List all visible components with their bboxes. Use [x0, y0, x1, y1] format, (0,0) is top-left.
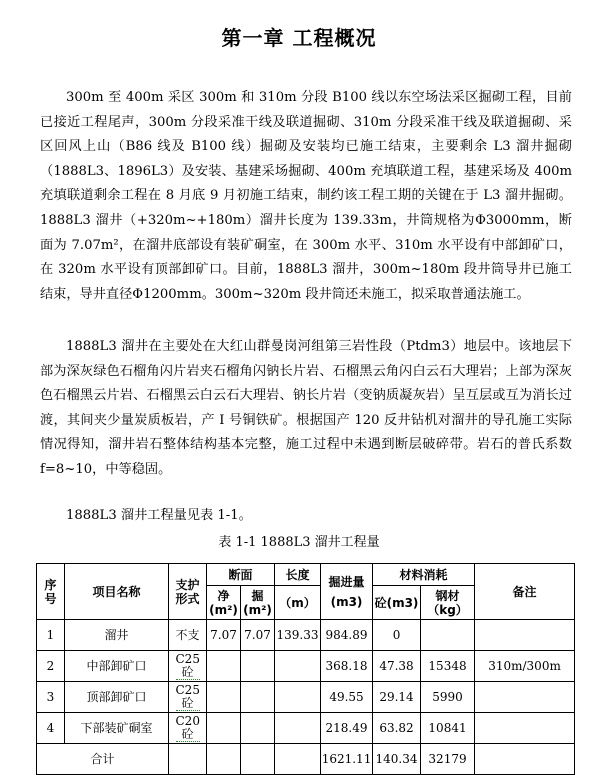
- header-seq: 序号: [37, 564, 65, 620]
- cell-support: C20砼: [169, 713, 207, 744]
- cell-length: [275, 682, 321, 713]
- cell-net: [207, 682, 241, 713]
- cell-name: 下部装矿硐室: [65, 713, 169, 744]
- cell-net: [207, 713, 241, 744]
- cell-dig: 7.07: [241, 620, 275, 651]
- cell-length: [275, 651, 321, 682]
- cell-remark: [475, 713, 575, 744]
- cell-excavation: 49.55: [321, 682, 373, 713]
- cell-total-remark: [475, 744, 575, 775]
- paragraph-table-reference: 1888L3 溜井工程量见表 1-1。: [66, 508, 252, 523]
- header-steel-label: 钢材: [435, 588, 460, 603]
- header-length: 长度: [275, 564, 321, 586]
- cell-total-concrete: 140.34: [373, 744, 421, 775]
- cell-total-net: [207, 744, 241, 775]
- header-support: 支护形式: [169, 564, 207, 620]
- cell-total-dig: [241, 744, 275, 775]
- header-dig: [241, 586, 275, 620]
- paragraph-geology: 1888L3 溜井在主要处在大红山群曼岗河组第三岩性段（Ptdm3）地层中。该地层下部为深灰绿色石榴角闪片岩夹石榴角闪钠长片岩、石榴黑云角闪白云石大理岩；上部为深灰色石榴黑云片岩、石榴黑云白云石大理岩、钠长片岩（变钠质凝灰岩）呈互层或互为消长过渡，其间夹少量炭质板岩，产 I 号铜铁矿。根据国产 120 反井钻机对溜井的导孔施工实际情况得知，溜井岩石整体结构基本完整，施工过程中未遇到断层破碎带。岩石的普氏系数 f=8~10，中等稳固。: [40, 339, 572, 477]
- header-dig-label: 掘: [251, 588, 264, 603]
- header-steel-unit: （kg）: [427, 602, 468, 617]
- header-excavation-unit: (m3): [330, 594, 363, 609]
- page-title: 第一章 工程概况: [221, 26, 377, 50]
- table-row: [37, 620, 575, 651]
- cell-remark: [475, 682, 575, 713]
- cell-seq: 1: [37, 620, 65, 651]
- header-excavation: [321, 564, 373, 620]
- header-remark: 备注: [475, 564, 575, 620]
- header-section: 断面: [207, 564, 275, 586]
- cell-concrete: 47.38: [373, 651, 421, 682]
- cell-name: 溜井: [65, 620, 169, 651]
- cell-dig: [241, 713, 275, 744]
- cell-excavation: 218.49: [321, 713, 373, 744]
- header-net: [207, 586, 241, 620]
- table-caption: 表 1-1 1888L3 溜井工程量: [218, 535, 380, 550]
- cell-net: [207, 651, 241, 682]
- cell-length: 139.33: [275, 620, 321, 651]
- cell-concrete: 29.14: [373, 682, 421, 713]
- cell-seq: 3: [37, 682, 65, 713]
- header-excavation-label: 掘进量: [328, 574, 365, 589]
- cell-excavation: 984.89: [321, 620, 373, 651]
- header-name: 项目名称: [65, 564, 169, 620]
- cell-steel: [421, 620, 475, 651]
- header-concrete: 砼(m3): [373, 586, 421, 620]
- cell-steel: 5990: [421, 682, 475, 713]
- paragraph-project-status: 300m 至 400m 采区 300m 和 310m 分段 B100 线以东空场法采区掘砌工程，目前已接近工程尾声，300m 分段采准干线及联道掘砌、310m 分段采准干线及联道掘砌、采区回风上山（B86 线及 B100 线）掘砌及安装均已施工结束，主要剩余 L3 溜井掘砌（1888L3、1896L3）及安装、基建采场掘砌、400m 充填联道工程，基建采场及 400m 充填联道剩余工程在 8 月底 9 月初施工结束，制约该工程工期的关键在于 L3 溜井掘砌。1888L3 溜井（+320m~+180m）溜井长度为 139.33m，井筒规格为Φ3000mm，断面为 7.07m²，在溜井底部设有装矿硐室，在 300m 水平、310m 水平设有中部卸矿口，在 320m 水平设有顶部卸矿口。目前，1888L3 溜井，300m~180m 段井筒导井已施工结束，导井直径Φ1200mm。300m~320m 段井筒还未施工，拟采取普通法施工。: [40, 90, 572, 302]
- cell-seq: 4: [37, 713, 65, 744]
- cell-support: C25砼: [169, 682, 207, 713]
- cell-total-label: 合计: [37, 744, 169, 775]
- cell-dig: [241, 651, 275, 682]
- header-dig-unit: (m²): [243, 602, 272, 617]
- cell-support: 不支: [169, 620, 207, 651]
- cell-support: C25砼: [169, 651, 207, 682]
- cell-concrete: 0: [373, 620, 421, 651]
- table-row: [37, 682, 575, 713]
- cell-concrete: 63.82: [373, 713, 421, 744]
- table-row: [37, 713, 575, 744]
- header-length-unit: （m）: [275, 586, 321, 620]
- cell-name: 中部卸矿口: [65, 651, 169, 682]
- cell-dig: [241, 682, 275, 713]
- cell-steel: 15348: [421, 651, 475, 682]
- header-materials: 材料消耗: [373, 564, 475, 586]
- table-total-row: [37, 744, 575, 775]
- header-net-unit: (m²): [209, 602, 238, 617]
- cell-remark: 310m/300m: [475, 651, 575, 682]
- cell-total-length: [275, 744, 321, 775]
- table-row: [37, 651, 575, 682]
- cell-length: [275, 713, 321, 744]
- cell-net: 7.07: [207, 620, 241, 651]
- cell-total-support: [169, 744, 207, 775]
- cell-remark: [475, 620, 575, 651]
- cell-name: 顶部卸矿口: [65, 682, 169, 713]
- quantity-table: [36, 563, 575, 775]
- cell-steel: 10841: [421, 713, 475, 744]
- header-net-label: 净: [217, 588, 230, 603]
- cell-seq: 2: [37, 651, 65, 682]
- header-steel: [421, 586, 475, 620]
- cell-excavation: 368.18: [321, 651, 373, 682]
- cell-total-steel: 32179: [421, 744, 475, 775]
- cell-total-excavation: 1621.11: [321, 744, 373, 775]
